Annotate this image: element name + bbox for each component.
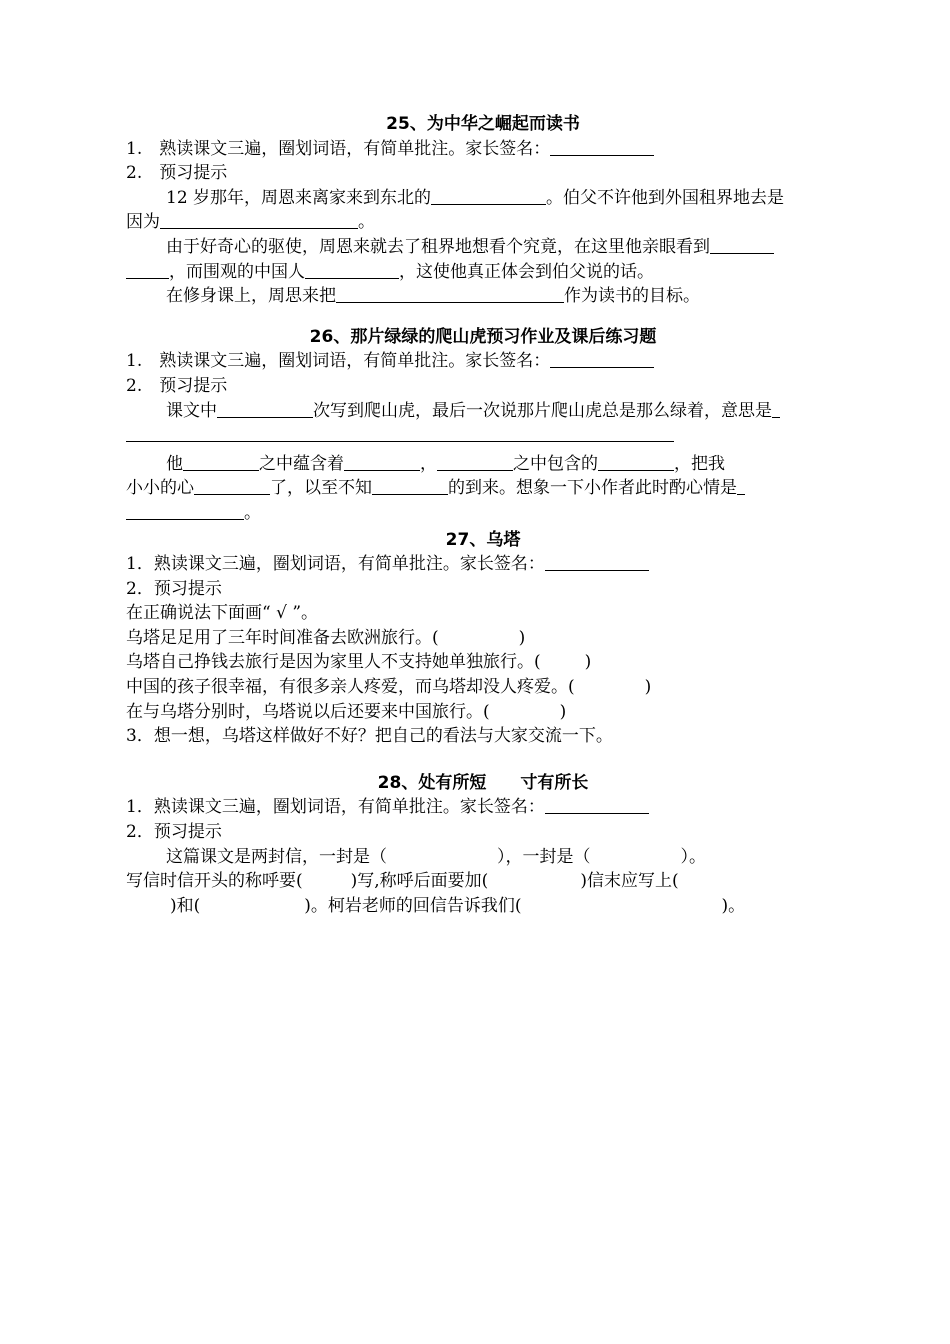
section-25-item-2: 2. 预习提示	[126, 163, 228, 184]
section-27-question-2	[126, 650, 840, 675]
para-text: )。柯岩老师的回信告诉我们(	[304, 895, 522, 916]
para-text: 12 岁那年，周恩来离家来到东北的	[166, 187, 432, 208]
para-text: 次写到爬山虎，最后一次说那片爬山虎总是那么绿着，意思是	[313, 400, 772, 421]
parent-signature-blank[interactable]	[550, 137, 654, 156]
section-26-para-2-cont	[126, 476, 840, 501]
section-28-line-3	[126, 894, 840, 919]
section-28-line-2	[126, 869, 840, 894]
fill-blank[interactable]	[737, 476, 745, 495]
item-text: 1．熟读课文三遍，圈划词语，有简单批注。家长签名：	[126, 554, 545, 575]
fill-blank[interactable]	[710, 235, 774, 254]
section-25-item-1	[126, 137, 840, 162]
fill-blank[interactable]	[160, 210, 358, 229]
fill-blank[interactable]	[126, 501, 244, 520]
para-text: )。	[721, 895, 746, 916]
fill-blank[interactable]	[305, 260, 399, 279]
section-28-item-1	[126, 795, 840, 820]
section-26-para-1	[126, 399, 840, 424]
para-text: )写,称呼后面要加(	[350, 871, 489, 892]
fill-blank[interactable]	[431, 186, 546, 205]
fill-blank[interactable]	[336, 284, 564, 303]
para-text: ）。	[680, 846, 706, 867]
section-25-para-1	[126, 186, 840, 211]
fill-blank[interactable]	[437, 452, 513, 471]
para-text: 他	[166, 453, 183, 474]
close-paren: )	[559, 701, 567, 722]
para-text: 的到来。想象一下小作者此时酌心情是	[448, 478, 737, 499]
section-27-item-1	[126, 552, 840, 577]
section-25-para-1-cont	[126, 210, 840, 235]
fill-blank[interactable]	[344, 452, 420, 471]
para-text: 课文中	[166, 400, 217, 421]
section-27-question-1	[126, 626, 840, 651]
para-text: ，这使他真正体会到伯父说的话。	[399, 261, 654, 282]
item-text: 1. 熟读课文三遍，圈划词语，有简单批注。家长签名：	[126, 138, 551, 159]
para-text: 由于好奇心的驱使，周恩来就去了租界地想看个究竟，在这里他亲眼看到	[166, 236, 710, 257]
question-text: 乌塔足足用了三年时间准备去欧洲旅行。(	[126, 627, 439, 648]
question-text: 在与乌塔分别时，乌塔说以后还要来中国旅行。(	[126, 701, 490, 722]
para-text: 写信时信开头的称呼要(	[126, 871, 303, 892]
para-text: 这篇课文是两封信，一封是（	[166, 846, 387, 867]
fill-blank[interactable]	[372, 476, 448, 495]
question-text: 乌塔自己挣钱去旅行是因为家里人不支持她单独旅行。(	[126, 652, 541, 673]
para-text: 了，以至不知	[270, 478, 372, 499]
section-28-title: 28、处有所短 寸有所长	[377, 772, 589, 793]
parent-signature-blank[interactable]	[545, 552, 649, 571]
close-paren: )	[584, 652, 592, 673]
worksheet-content	[126, 112, 840, 918]
section-25-title: 25、为中华之崛起而读书	[386, 114, 580, 134]
para-text: ），一封是（	[497, 846, 591, 867]
section-28-item-2: 2．预习提示	[126, 822, 222, 843]
section-26-item-1	[126, 349, 840, 374]
section-27-item-2: 2．预习提示	[126, 578, 222, 599]
parent-signature-blank[interactable]	[550, 349, 654, 368]
section-25-para-3	[126, 284, 840, 309]
para-text: 之中包含的	[513, 453, 598, 474]
para-text: 。	[244, 502, 261, 523]
para-text: ，而围观的中国人	[169, 261, 305, 282]
section-25-para-2	[126, 235, 840, 260]
para-text: 因为	[126, 212, 160, 233]
para-text: 小小的心	[126, 478, 194, 499]
fill-blank[interactable]	[772, 399, 780, 418]
para-text: ，把我	[674, 453, 725, 474]
section-26-item-2: 2. 预习提示	[126, 375, 228, 396]
fill-blank[interactable]	[126, 260, 169, 279]
section-27-question-3	[126, 675, 840, 700]
fill-blank[interactable]	[217, 399, 313, 418]
section-26-title: 26、那片绿绿的爬山虎预习作业及课后练习题	[309, 326, 657, 347]
section-27-question-4	[126, 700, 840, 725]
section-26-para-2-end	[126, 501, 840, 526]
fill-blank[interactable]	[183, 452, 259, 471]
para-text: 。伯父不许他到外国租界地去是	[546, 187, 785, 208]
fill-blank[interactable]	[126, 423, 674, 442]
item-text: 1．熟读课文三遍，圈划词语，有简单批注。家长签名：	[126, 797, 545, 818]
section-26-para-1-cont	[126, 423, 840, 448]
para-text: ，	[420, 453, 437, 474]
para-text: )和(	[170, 895, 201, 916]
para-text: )信末应写上(	[580, 871, 679, 892]
section-28-line-1	[126, 845, 840, 870]
para-text: 之中蕴含着	[259, 453, 344, 474]
close-paren: )	[518, 627, 526, 648]
parent-signature-blank[interactable]	[545, 795, 649, 814]
question-text: 中国的孩子很幸福，有很多亲人疼爱，而乌塔却没人疼爱。(	[126, 677, 575, 698]
para-text: 。	[358, 212, 375, 233]
section-27-title: 27、乌塔	[445, 529, 521, 550]
section-25-para-2-cont	[126, 260, 840, 285]
fill-blank[interactable]	[194, 476, 270, 495]
section-27-item-3: 3．想一想，乌塔这样做好不好？把自己的看法与大家交流一下。	[126, 726, 613, 747]
fill-blank[interactable]	[598, 452, 674, 471]
section-26-para-2	[126, 452, 840, 477]
section-27-instruction: 在正确说法下面画“ √ ”。	[126, 603, 319, 624]
para-text: 作为读书的目标。	[564, 286, 700, 307]
item-text: 1. 熟读课文三遍，圈划词语，有简单批注。家长签名：	[126, 351, 551, 372]
para-text: 在修身课上，周思来把	[166, 286, 336, 307]
close-paren: )	[644, 677, 652, 698]
